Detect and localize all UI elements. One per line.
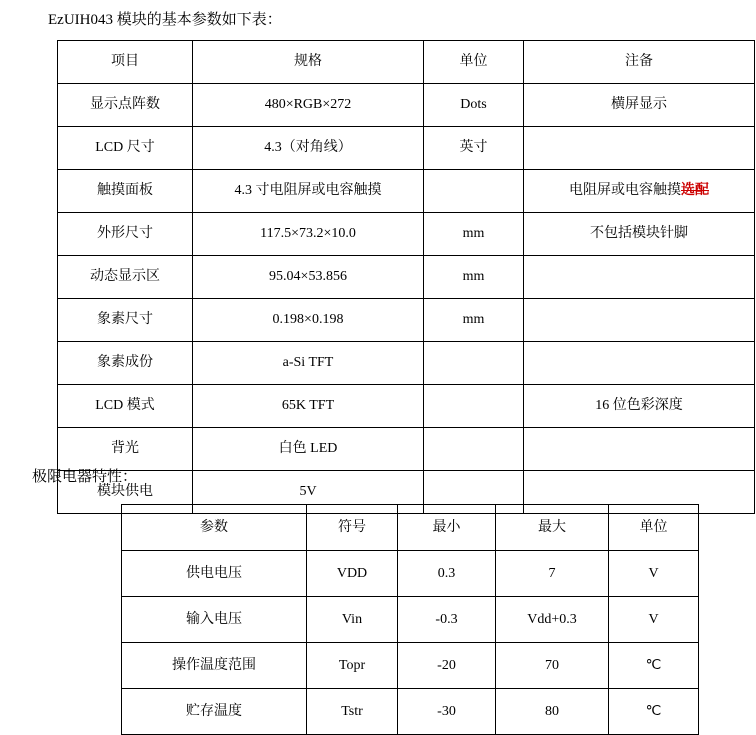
column-header-max: 最大: [496, 505, 609, 551]
column-header-unit: 单位: [609, 505, 699, 551]
table-row: [122, 689, 699, 735]
column-header-unit: 单位: [424, 41, 524, 84]
table-row: [122, 597, 699, 643]
cell-spec: 5V: [193, 471, 424, 514]
cell-item: 象素成份: [58, 342, 193, 385]
cell-unit: ℃: [609, 643, 699, 689]
table-row: [58, 127, 755, 170]
table-row: [58, 256, 755, 299]
cell-unit: ℃: [609, 689, 699, 735]
cell-unit: [424, 342, 524, 385]
cell-spec: 白色 LED: [193, 428, 424, 471]
cell-item: 背光: [58, 428, 193, 471]
table-header-row: [122, 505, 699, 551]
cell-unit: mm: [424, 256, 524, 299]
cell-symbol: VDD: [307, 551, 398, 597]
cell-item: 模块供电: [58, 471, 193, 514]
cell-unit: V: [609, 551, 699, 597]
cell-spec: 0.198×0.198: [193, 299, 424, 342]
cell-min: -20: [398, 643, 496, 689]
cell-unit: mm: [424, 299, 524, 342]
column-header-min: 最小: [398, 505, 496, 551]
cell-spec: 117.5×73.2×10.0: [193, 213, 424, 256]
cell-spec: 4.3（对角线）: [193, 127, 424, 170]
table-row: [58, 385, 755, 428]
cell-parameter: 贮存温度: [122, 689, 307, 735]
column-header-item: 项目: [58, 41, 193, 84]
cell-unit: Dots: [424, 84, 524, 127]
electrical-limits-table: [121, 504, 699, 735]
cell-symbol: Topr: [307, 643, 398, 689]
cell-min: -30: [398, 689, 496, 735]
cell-note-optional: 选配: [681, 183, 709, 198]
module-specification-table: [57, 40, 755, 514]
cell-symbol: Tstr: [307, 689, 398, 735]
cell-symbol: Vin: [307, 597, 398, 643]
cell-min: 0.3: [398, 551, 496, 597]
column-header-symbol: 符号: [307, 505, 398, 551]
cell-spec: 4.3 寸电阻屏或电容触摸: [193, 170, 424, 213]
cell-note: 不包括模块针脚: [524, 213, 755, 256]
intro-paragraph: EzUIH043 模块的基本参数如下表：: [48, 12, 282, 28]
cell-item: 触摸面板: [58, 170, 193, 213]
cell-item: LCD 模式: [58, 385, 193, 428]
cell-spec: 95.04×53.856: [193, 256, 424, 299]
cell-spec: a-Si TFT: [193, 342, 424, 385]
cell-unit: [424, 428, 524, 471]
cell-item: 显示点阵数: [58, 84, 193, 127]
cell-spec: 65K TFT: [193, 385, 424, 428]
column-header-parameter: 参数: [122, 505, 307, 551]
table-row: [122, 551, 699, 597]
table-row: [58, 213, 755, 256]
cell-parameter: 操作温度范围: [122, 643, 307, 689]
cell-max: Vdd+0.3: [496, 597, 609, 643]
cell-item: 象素尺寸: [58, 299, 193, 342]
cell-max: 80: [496, 689, 609, 735]
section-heading: 极限电器特性：: [32, 469, 138, 485]
cell-note: [524, 170, 755, 213]
cell-note: 16 位色彩深度: [524, 385, 755, 428]
cell-note-text: 电阻屏或电容触摸: [569, 183, 681, 198]
column-header-spec: 规格: [193, 41, 424, 84]
cell-note: [524, 127, 755, 170]
cell-item: 动态显示区: [58, 256, 193, 299]
table-row: [58, 342, 755, 385]
cell-unit: [424, 385, 524, 428]
cell-unit: mm: [424, 213, 524, 256]
cell-note: [524, 299, 755, 342]
table-row: [58, 170, 755, 213]
cell-unit: [424, 170, 524, 213]
table-header-row: [58, 41, 755, 84]
cell-max: 70: [496, 643, 609, 689]
table-row: [122, 643, 699, 689]
cell-spec: 480×RGB×272: [193, 84, 424, 127]
table-row: [58, 299, 755, 342]
cell-note: [524, 342, 755, 385]
cell-parameter: 输入电压: [122, 597, 307, 643]
cell-note: [524, 256, 755, 299]
cell-unit: V: [609, 597, 699, 643]
cell-unit: 英寸: [424, 127, 524, 170]
column-header-note: 注备: [524, 41, 755, 84]
cell-item: 外形尺寸: [58, 213, 193, 256]
table-row: [58, 84, 755, 127]
table-row: [58, 428, 755, 471]
cell-note: [524, 428, 755, 471]
cell-note: 横屏显示: [524, 84, 755, 127]
cell-min: -0.3: [398, 597, 496, 643]
cell-item: LCD 尺寸: [58, 127, 193, 170]
cell-max: 7: [496, 551, 609, 597]
cell-parameter: 供电电压: [122, 551, 307, 597]
